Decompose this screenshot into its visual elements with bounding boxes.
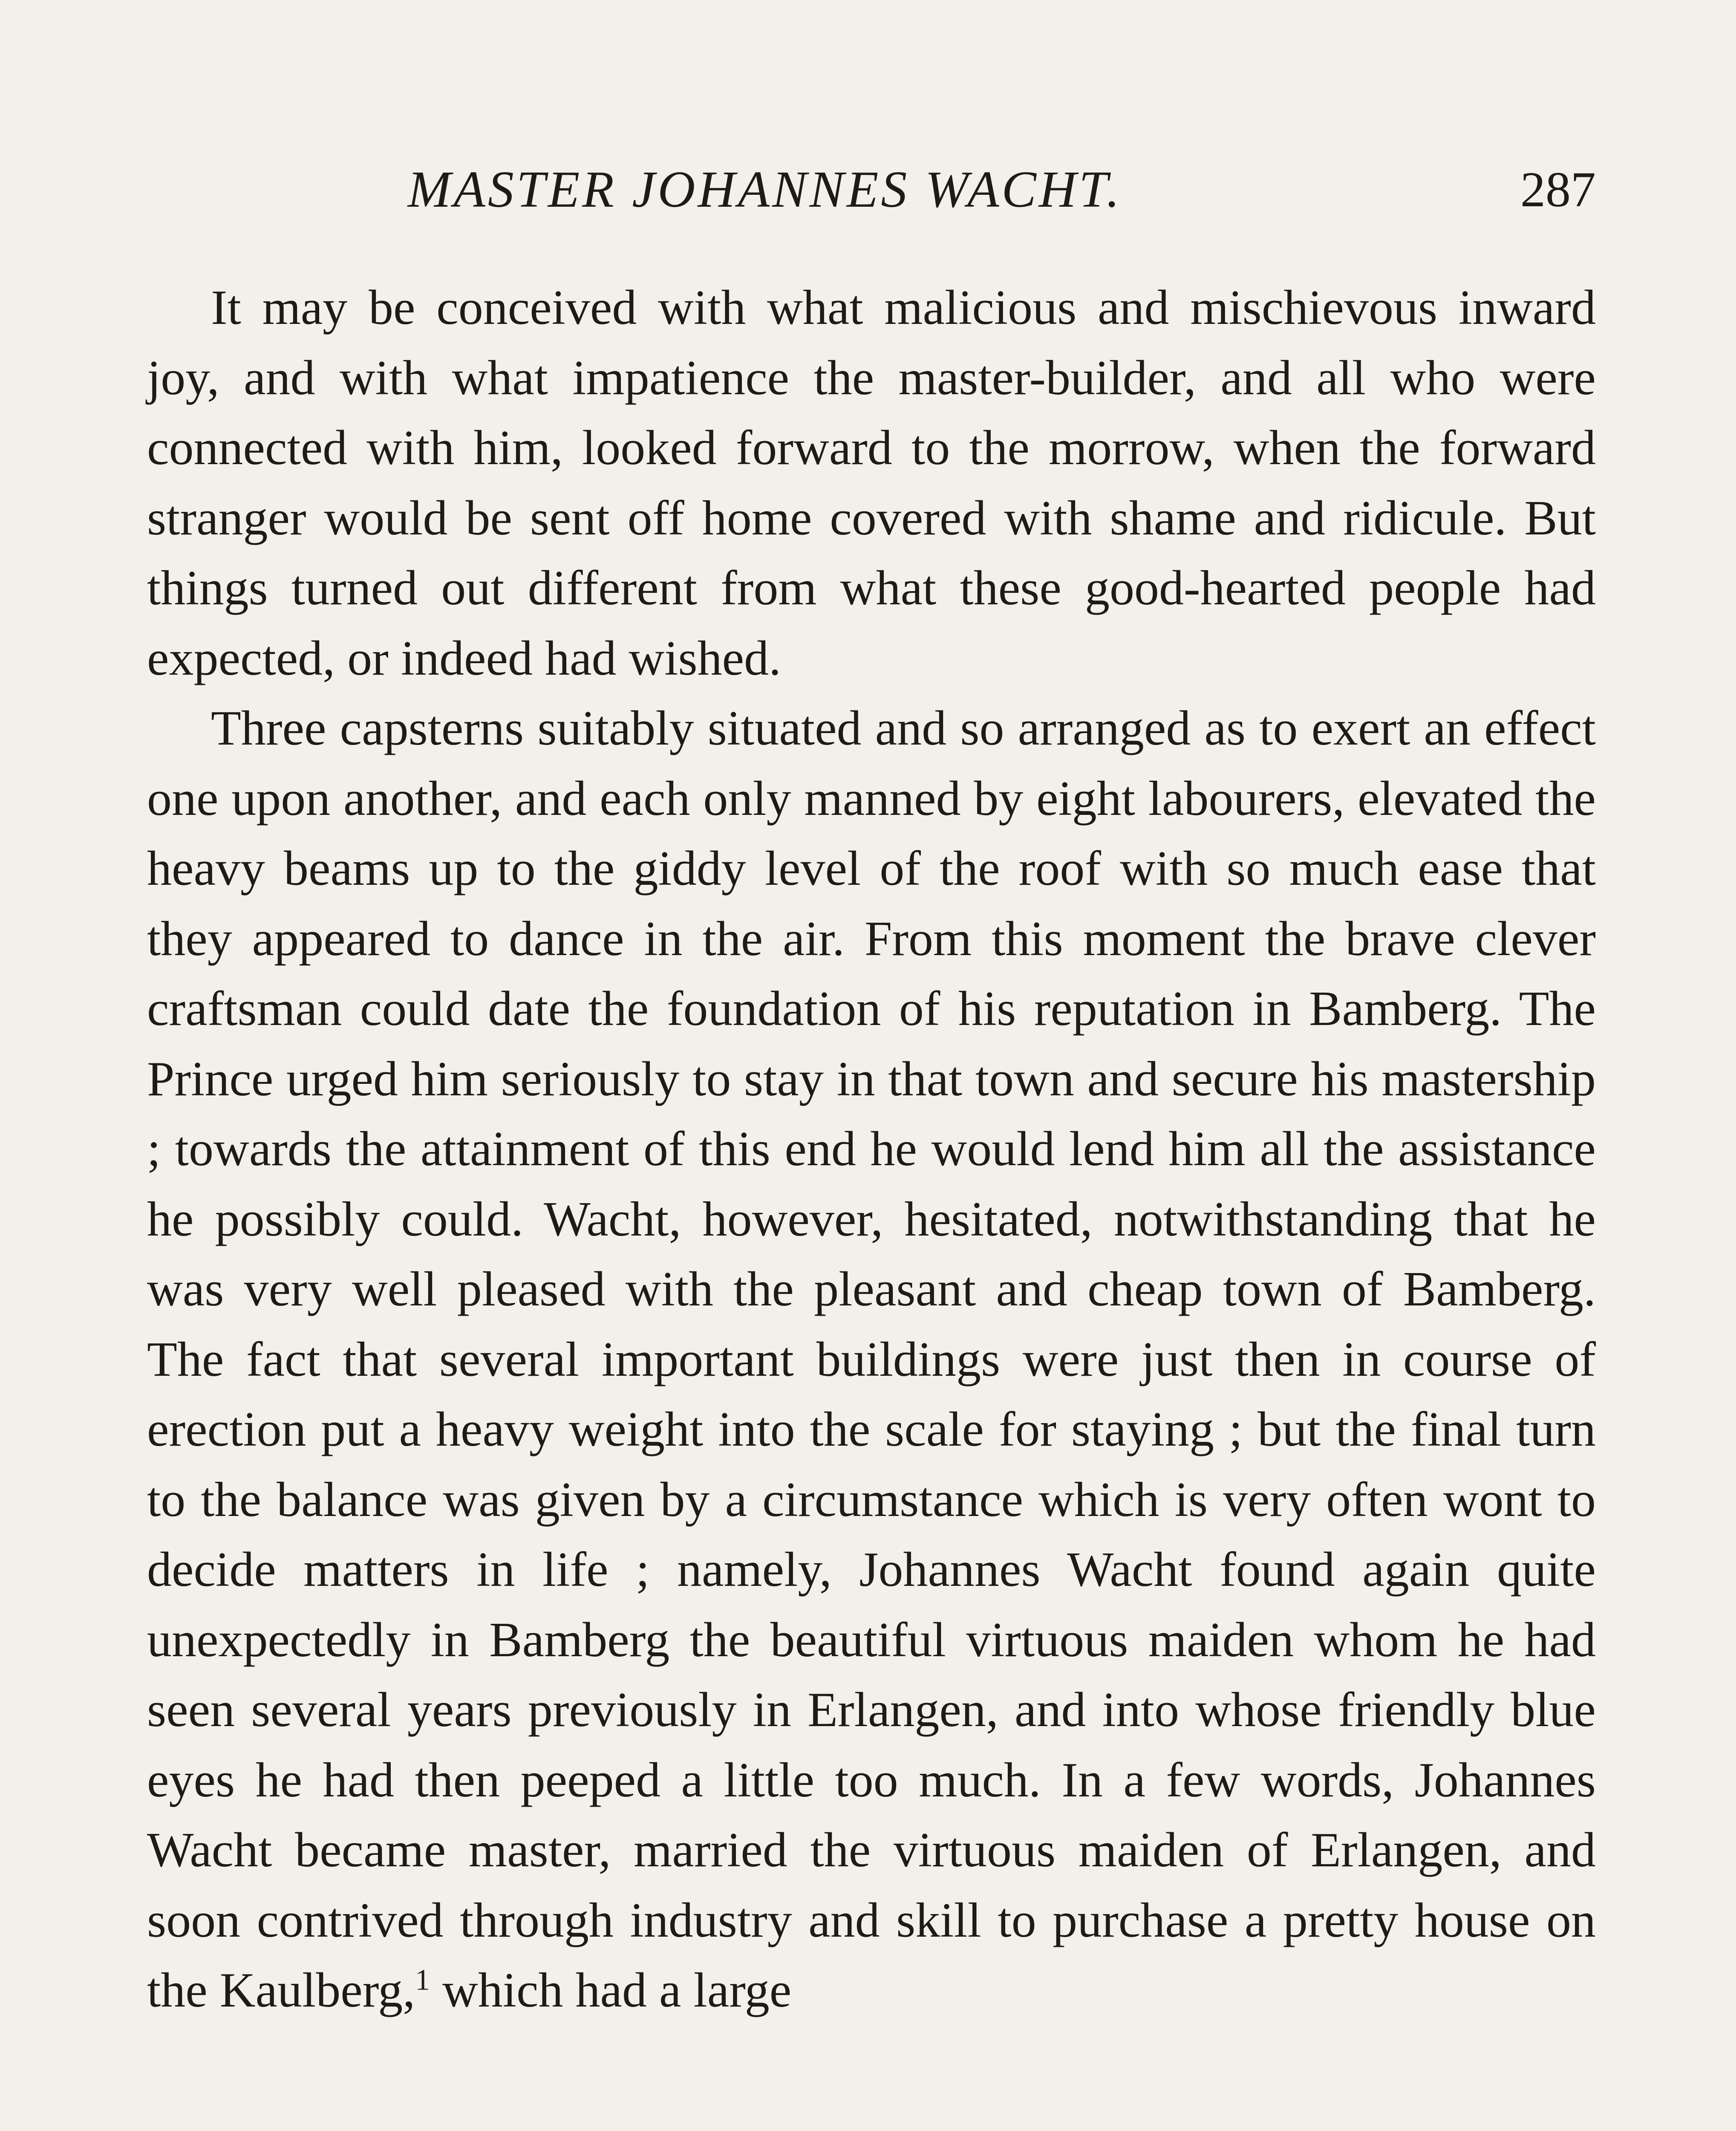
running-head: [147, 158, 1596, 222]
running-title: MASTER JOHANNES WACHT.: [407, 161, 1122, 218]
paragraph-2: [147, 693, 1596, 2026]
paragraph-1: It may be conceived with what malicious and mischievous inward joy, and with what impatience the master-builder, and all who were connected with him, looked forward to the morrow, when the forward stranger would be sent off home covered with shame and ridicule. But things turned out different from what these good-hearted people had expected, or indeed had wished.: [147, 280, 1596, 686]
body-text: [147, 273, 1596, 2026]
paragraph-2-text-end: which had a large: [430, 1963, 792, 2018]
page-number: 287: [1520, 162, 1596, 217]
paragraph-2-text: Three capsterns suitably situated and so arranged as to exert an effect one upon another, and each only manned by eight labourers, elevated the heavy beams up to the giddy level of the roof with so much ease that they appeared to dance in the air. From this moment the brave clever craftsman could date the foundation of his reputation in Bamberg. The Prince urged him seriously to stay in that town and secure his mastership ; towards the attainment of this end he would lend him all the assistance he possibly could. Wacht, however, hesitated, notwithstanding that he was very well pleased with the pleasant and cheap town of Bamberg. The fact that several important buildings were just then in course of erection put a heavy weight into the scale for staying ; but the final turn to the balance was given by a circumstance which is very often wont to decide matters in life ; namely, Johannes Wacht found again quite unexpectedly in Bamberg the beautiful virtuous maiden whom he had seen several years previously in Erlangen, and into whose friendly blue eyes he had then peeped a little too much. In a few words, Johannes Wacht became master, married the virtuous maiden of Erlangen, and soon contrived through industry and skill to purchase a pretty house on the Kaulberg,: [147, 701, 1596, 2018]
footnote-reference: 1: [415, 1964, 430, 1997]
